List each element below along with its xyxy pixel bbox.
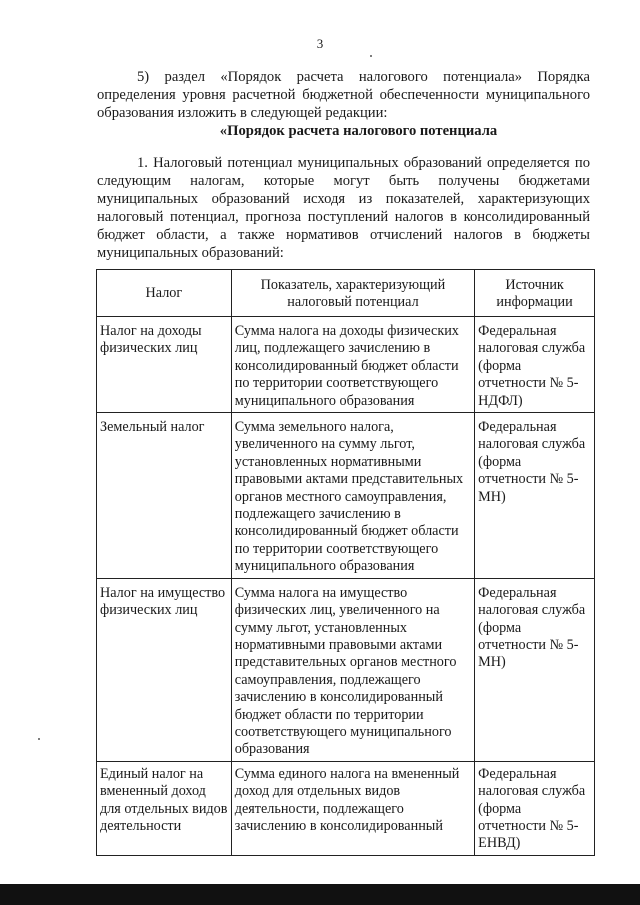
cell-tax: Налог на имущество физических лиц [97,578,232,761]
cell-indicator: Сумма единого налога на вмененный доход для отдельных видов деятельности, подлежащего зачислению в консолидированный [231,761,474,855]
page-number: 3 [316,36,324,51]
cell-tax: Единый налог на вмененный доход для отдельных видов деятельности [97,761,232,855]
intro-paragraph-text: 5) раздел «Порядок расчета налогового потенциала» Порядка определения уровня расчетной бюджетной обеспеченности муниципального образования изложить в следующей редакции: [97,69,590,121]
table-row [97,761,595,855]
body-paragraph-text: 1. Налоговый потенциал муниципальных образований определяется по следующим налогам, которые могут быть получены бюджетами муниципальных образований исходя из показателей, характеризующих налоговый потенциал, прогноза поступлений налогов в консолидированный бюджет области, а также нормативов отчислений налогов в бюджеты муниципальных образований: [97,155,590,261]
header-source: Источник информации [475,270,595,317]
table-row [97,317,595,413]
table-row [97,413,595,579]
cell-source: Федеральная налоговая служба (форма отчетности № 5-МН) [475,413,595,579]
cell-tax: Налог на доходы физических лиц [97,317,232,413]
header-tax: Налог [97,270,232,317]
cell-indicator: Сумма налога на доходы физических лиц, подлежащего зачислению в консолидированный бюджет области по территории соответствующего муниципального образования [231,317,474,413]
table-row [97,578,595,761]
cell-source: Федеральная налоговая служба (форма отчетности № 5-ЕНВД) [475,761,595,855]
scan-speck [38,738,40,740]
cell-tax: Земельный налог [97,413,232,579]
cell-indicator: Сумма земельного налога, увеличенного на сумму льгот, установленных нормативными правовыми актами представительных органов местного самоуправления, подлежащего зачислению в консолидированный бюджет области по территории соответствующего муниципального образования [231,413,474,579]
intro-paragraph [97,68,590,122]
cell-indicator: Сумма налога на имущество физических лиц, увеличенного на сумму льгот, установленных нормативными правовыми актами представительных органов местного самоуправления, подлежащего зачислению в консолидированный бюджет области по территории соответствующего муниципального образования [231,578,474,761]
cell-source: Федеральная налоговая служба (форма отчетности № 5-НДФЛ) [475,317,595,413]
table-header-row [97,270,595,317]
cell-source: Федеральная налоговая служба (форма отчетности № 5-МН) [475,578,595,761]
scan-edge-band [0,884,640,905]
tax-potential-table [96,269,595,856]
body-paragraph [97,154,590,262]
header-indicator: Показатель, характеризующий налоговый потенциал [231,270,474,317]
section-heading: «Порядок расчета налогового потенциала [219,123,498,139]
scan-speck [370,55,372,57]
